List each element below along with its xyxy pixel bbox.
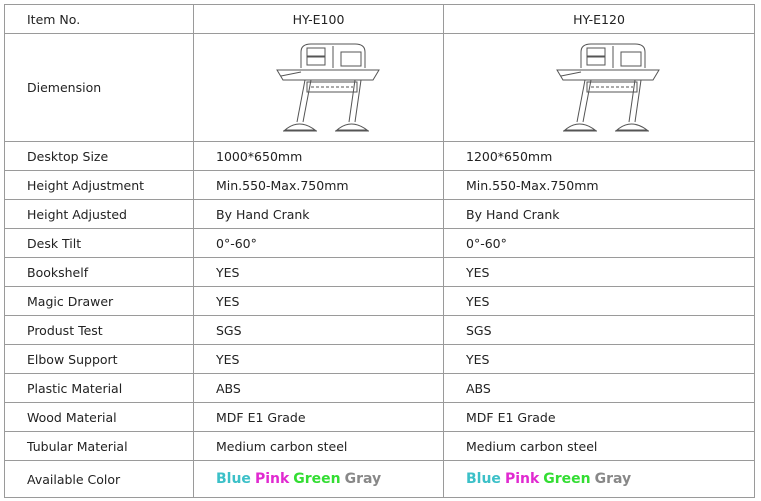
row-label: Plastic Material <box>5 374 194 403</box>
dimension-row <box>5 34 755 142</box>
row-label: Elbow Support <box>5 345 194 374</box>
value-hy-e120: ABS <box>444 374 755 403</box>
available-color-label: Available Color <box>5 461 194 498</box>
value-hy-e120: YES <box>444 287 755 316</box>
value-hy-e100: Medium carbon steel <box>194 432 444 461</box>
value-hy-e100: 1000*650mm <box>194 142 444 171</box>
value-hy-e100: Min.550-Max.750mm <box>194 171 444 200</box>
table-row <box>5 374 755 403</box>
value-hy-e100: ABS <box>194 374 444 403</box>
color-option-gray: Gray <box>594 471 632 487</box>
adjustable-desk-drawing-icon <box>551 40 669 136</box>
row-label: Height Adjusted <box>5 200 194 229</box>
available-color-row <box>5 461 755 498</box>
table-row <box>5 171 755 200</box>
row-label: Desktop Size <box>5 142 194 171</box>
color-options-e100 <box>194 461 444 498</box>
row-label: Produst Test <box>5 316 194 345</box>
value-hy-e100: YES <box>194 258 444 287</box>
table-row <box>5 287 755 316</box>
table-row <box>5 403 755 432</box>
value-hy-e120: 1200*650mm <box>444 142 755 171</box>
table-row <box>5 432 755 461</box>
value-hy-e120: YES <box>444 258 755 287</box>
color-options-e120 <box>444 461 755 498</box>
table-row <box>5 142 755 171</box>
table-row <box>5 258 755 287</box>
value-hy-e100: 0°-60° <box>194 229 444 258</box>
value-hy-e120: SGS <box>444 316 755 345</box>
color-option-green: Green <box>293 471 341 487</box>
value-hy-e120: 0°-60° <box>444 229 755 258</box>
header-row <box>5 5 755 34</box>
value-hy-e120: By Hand Crank <box>444 200 755 229</box>
value-hy-e120: MDF E1 Grade <box>444 403 755 432</box>
spec-table <box>4 4 755 498</box>
color-option-green: Green <box>543 471 591 487</box>
table-row <box>5 345 755 374</box>
desk-image-e120 <box>444 34 755 142</box>
row-label: Height Adjustment <box>5 171 194 200</box>
item-no-label: Item No. <box>5 5 194 34</box>
row-label: Desk Tilt <box>5 229 194 258</box>
value-hy-e120: Medium carbon steel <box>444 432 755 461</box>
dimension-label: Diemension <box>5 34 194 142</box>
row-label: Bookshelf <box>5 258 194 287</box>
value-hy-e120: Min.550-Max.750mm <box>444 171 755 200</box>
value-hy-e100: YES <box>194 287 444 316</box>
color-option-pink: Pink <box>504 471 540 487</box>
adjustable-desk-drawing-icon <box>271 40 389 136</box>
model-hy-e100: HY-E100 <box>194 5 444 34</box>
value-hy-e100: MDF E1 Grade <box>194 403 444 432</box>
desk-image-e100 <box>194 34 444 142</box>
value-hy-e120: YES <box>444 345 755 374</box>
table-row <box>5 200 755 229</box>
color-option-blue: Blue <box>466 471 501 487</box>
value-hy-e100: By Hand Crank <box>194 200 444 229</box>
row-label: Wood Material <box>5 403 194 432</box>
value-hy-e100: SGS <box>194 316 444 345</box>
color-option-blue: Blue <box>216 471 251 487</box>
color-option-pink: Pink <box>254 471 290 487</box>
table-row <box>5 316 755 345</box>
row-label: Magic Drawer <box>5 287 194 316</box>
row-label: Tubular Material <box>5 432 194 461</box>
table-row <box>5 229 755 258</box>
color-option-gray: Gray <box>344 471 382 487</box>
value-hy-e100: YES <box>194 345 444 374</box>
model-hy-e120: HY-E120 <box>444 5 755 34</box>
